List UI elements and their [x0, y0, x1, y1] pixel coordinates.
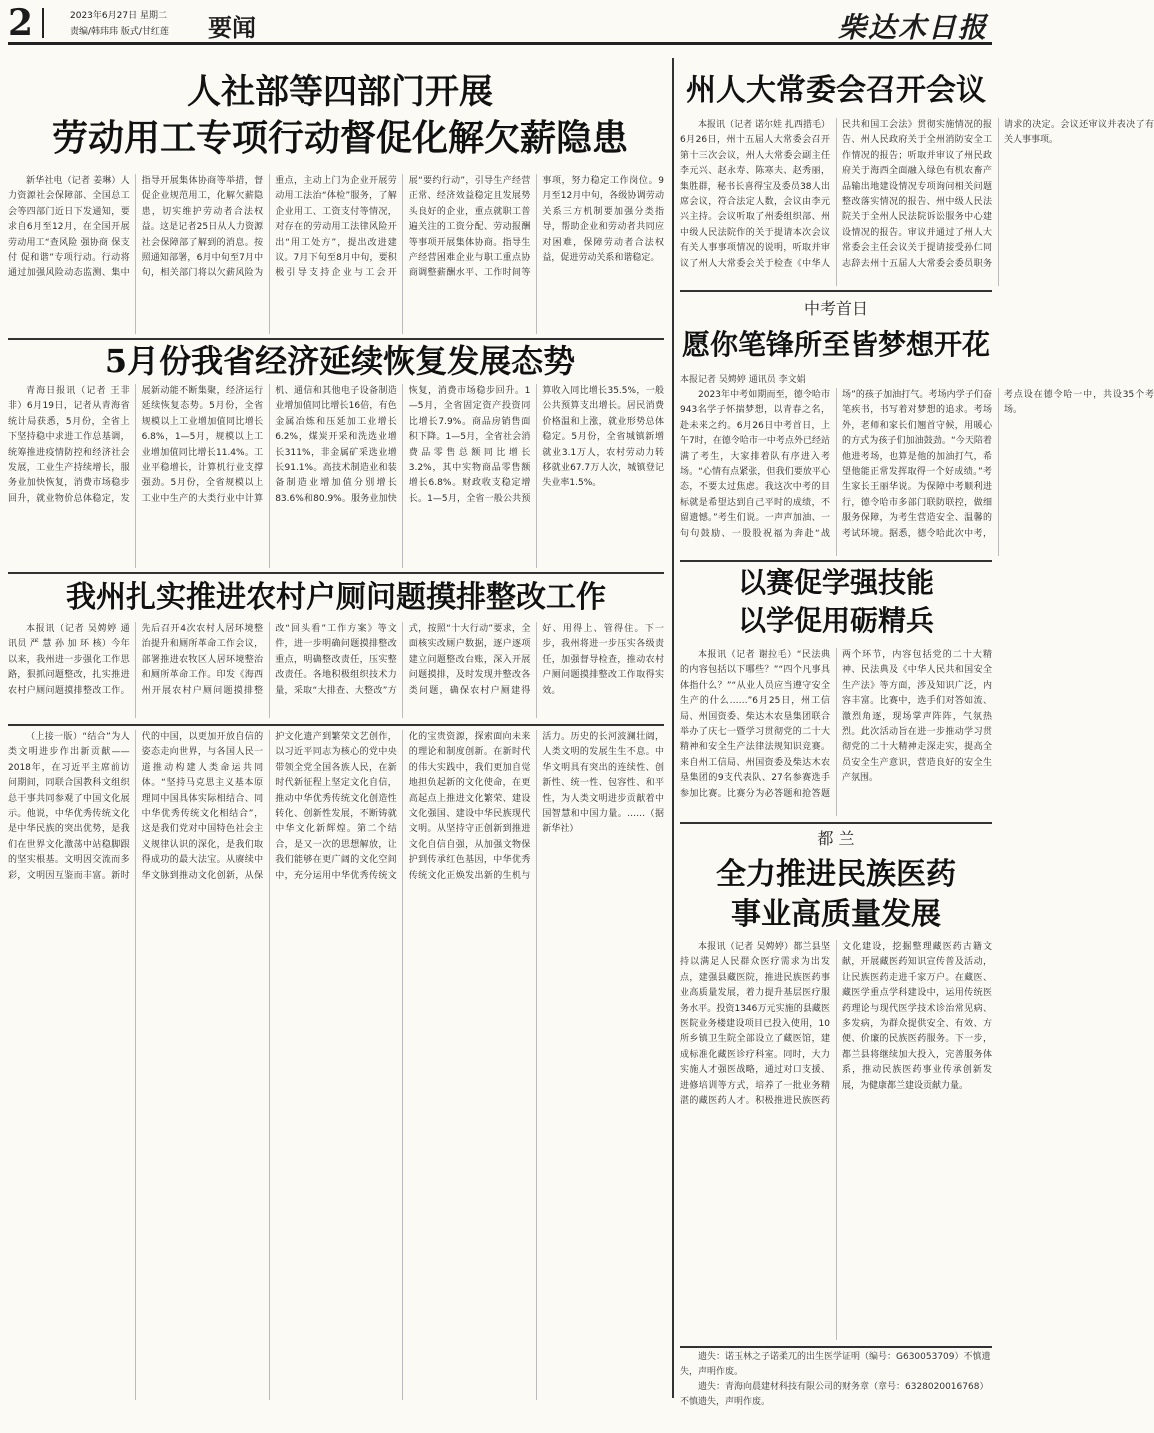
article-continued-body: [8, 730, 664, 1400]
article-paragraph: 2023年中考如期而至，德令哈市943名学子怀揣梦想，以青春之名，赴未来之约。6月26日中考首日，上午7时，在德令哈市一中考点外已经站满了考生，大家排着队有序进入考场。“心情有点紧张，但我们要放平心态，不要太过焦虑。我这次中考的目标就是希望达到自己平时的成绩，不留遗憾。”考生们说。一声声加油、一句句鼓励、一股股祝福为奔赴“战场”的孩子加油打气。考场内学子们奋笔疾书，书写着对梦想的追求。考场外，老师和家长们翘首守候，用暖心的方式为孩子们加油鼓劲。“今天陪着他进考场，也算是他的加油打气，希望他能正常发挥取得一个好成绩。”考生家长王丽华说。为保障中考顺利进行，德令哈市多部门联防联控，做细服务保障，为考生营造安全、温馨的考试环境。据悉，德令哈此次中考，考点设在德令哈一中，共设35个考场。: [680, 390, 1154, 539]
kicker: 都 兰: [817, 829, 855, 848]
page-header: [8, 2, 992, 45]
article-paragraph: （上接一版）“结合”为人类文明进步作出新贡献——2018年，在习近平主席前访问期间，同联合国教科文组织总干事共同参观了中国文化展示。他说，中华优秀传统文化是中华民族的突出优势，是我们在世界文化激荡中站稳脚跟的坚实根基。文明因交流而多彩，文明因互鉴而丰富。新时代的中国，以更加开放自信的姿态走向世界，与各国人民一道推动构建人类命运共同体。“坚持马克思主义基本原理同中国具体实际相结合、同中华优秀传统文化相结合”，这是我们党对中国特色社会主义规律认识的深化，是我们取得成功的最大法宝。从赓续中华文脉到推动文化创新，从保护文化遗产到繁荣文艺创作，以习近平同志为核心的党中央带领全党全国各族人民，在新时代新征程上坚定文化自信，推动中华优秀传统文化创造性转化、创新性发展，不断铸就中华文化新辉煌。第二个结合，是又一次的思想解放，让我们能够在更广阔的文化空间中，充分运用中华优秀传统文化的宝贵资源，探索面向未来的理论和制度创新。在新时代的伟大实践中，我们更加自觉地担负起新的文化使命，在更高起点上推进文化繁荣、建设文化强国、建设中华民族现代文明。从坚持守正创新到推进文化自信自强，从加强文物保护到传承红色基因，中华优秀传统文化正焕发出新的生机与活力。历史的长河波澜壮阔，人类文明的发展生生不息。中华文明具有突出的连续性、创新性、统一性、包容性、和平性，为人类文明进步贡献着中国智慧和中国力量。……（据新华社）: [8, 732, 664, 881]
article-exam-body: [680, 388, 1154, 556]
headline-line1: 以赛促学强技能: [737, 566, 934, 599]
headline-line1: 人社部等四部门开展: [187, 72, 493, 112]
article-paragraph: 本报讯（记者 诺尔娃 扎西措毛）6月26日，州十五届人大常委会召开第十三次会议，州人大常委会副主任李元兴、赵永寿、陈寒夫、赵秀丽，集胜群，秘书长喜得宝及委员38人出席会议，符合法定人数，会议由李元兴主持。会议听取了州委组织部、州中级人民法院作的关于提请本次会议有关人事事项情况的说明，听取并审议了州人大常委会关于检查《中华人民共和国工会法》贯彻实施情况的报告、州人民政府关于全州消防安全工作情况的报告；听取并审议了州民政府关于海西全面融入绿色有机农畜产品输出地建设情况专项询问相关问题整改落实情况的报告、州中级人民法院关于全州人民法院诉讼服务中心建设情况的报告。审议并通过了州人大常委会主任会议关于提请接受孙仁同志辞去州十五届人大常委会委员职务请求的决定。会议还审议并表决了有关人事事项。: [680, 120, 1154, 269]
section-divider: [8, 572, 664, 574]
column-divider: [672, 58, 674, 1398]
article-congress-body: [680, 118, 1154, 286]
article-medicine-headline: [680, 826, 992, 936]
issue-date: 2023年6月27日 星期二: [70, 11, 167, 21]
article-economy-body: [8, 384, 664, 568]
section-divider: [680, 822, 992, 824]
headline-line1: 全力推进民族医药: [716, 857, 956, 892]
newspaper-masthead: 柴达木日报: [837, 11, 988, 44]
legal-notices: [680, 1350, 992, 1426]
page-number: 2: [8, 2, 34, 44]
headline-line2: 以学促用砺精兵: [737, 604, 934, 637]
article-economy-headline: [30, 340, 650, 382]
article-exam-headline: [680, 296, 992, 368]
section-divider: [680, 560, 992, 562]
article-paragraph: 新华社电（记者 姜琳）人力资源社会保障部、全国总工会等四部门近日下发通知，要求自6月至12月，在全国开展劳动用工“查风险 强协商 保支付 促和谐”专项行动。行动将通过加强风险动态监测、集中指导开展集体协商等举措，督促企业规范用工，化解欠薪隐患，切实维护劳动者合法权益。这是记者25日从人力资源社会保障部了解到的消息。按照通知部署，6月中旬至7月中旬，相关部门将以欠薪风险为重点，主动上门为企业开展劳动用工法治“体检”服务，了解企业用工、工资支付等情况，对存在的劳动用工法律风险开出“用工处方”，提出改进建议。7月下旬至8月中旬，要积极引导支持企业与工会开展“要约行动”，引导生产经营正常、经济效益稳定且发展势头良好的企业，重点就职工普遍关注的工资分配、劳动报酬等事项开展集体协商。指导生产经营困难企业与职工重点协商调整薪酬水平、工作时间等事项，努力稳定工作岗位。9月至12月中旬，各级协调劳动关系三方机制要加强分类指导，帮助企业和劳动者共同应对困难，保障劳动者合法权益，促进劳动关系和谐稳定。: [8, 176, 664, 279]
article-labor-body: [8, 174, 664, 334]
article-toilet-headline: [8, 576, 664, 620]
article-paragraph: 本报讯（记者 吴娉婷 通讯员 严 慧 孙 加 环 核）今年以来，我州进一步强化工作思路，狠抓问题整改，扎实推进农村户厕问题摸排整改工作。先后召开4次农村人居环境整治提升和厕所革命工作会议，部署推进农牧区人居环境整治和厕所革命工作。印发《海西州开展农村户厕问题摸排整改“回头看”工作方案》等文件，进一步明确问题摸排整改重点，明确整改责任，压实整改责任。各地积极组织技术力量，采取“大排查、大整改”方式，按照“十大行动”要求，全面核实改厕户数据，逐户逐项建立问题整改台账，深入开展问题摸排，及时发现并整改各类问题，确保农村户厕建得好、用得上、管得住。下一步，我州将进一步压实各级责任，加强督导检查，推动农村户厕问题摸排整改工作取得实效。: [8, 624, 664, 696]
article-labor-headline: [30, 70, 650, 170]
section-name: 要闻: [208, 13, 256, 42]
headline-line2: 事业高质量发展: [731, 897, 941, 932]
notice-item: 遗失：青海向晨建材科技有限公司的财务章（章号：6328020016768）不慎遗失，声明作废。: [680, 1382, 989, 1407]
article-congress-headline: [680, 70, 992, 114]
headline-line2: 劳动用工专项行动督促化解欠薪隐患: [51, 117, 628, 159]
article-medicine-body: [680, 940, 992, 1340]
section-divider: [8, 724, 664, 726]
article-paragraph: 青海日报讯（记者 王非非）6月19日，记者从青海省统计局获悉，5月份，全省上下坚持稳中求进工作总基调，统筹推进疫情防控和经济社会发展，工业生产持续增长，服务业加快恢复，消费市场稳步回升，就业物价总体稳定，发展新动能不断集聚，经济运行延续恢复态势。5月份，全省规模以上工业增加值同比增长6.8%，1—5月，规模以上工业增加值同比增长11.4%。工业平稳增长，计算机行业支撑强劲。5月份，全省规模以上工业中生产的大类行业中计算机、通信和其他电子设备制造业增加值同比增长16倍，有色金属冶炼和压延加工业增长6.2%，煤炭开采和洗选业增长311%，非金属矿采选业增长91.1%。高技术制造业和装备制造业增加值分别增长83.6%和80.9%。服务业加快恢复，消费市场稳步回升。1—5月，全省固定资产投资同比增长7.9%。商品房销售面积下降。1—5月，全省社会消费品零售总额同比增长3.2%，其中实物商品零售额增长6.8%。财政收支稳定增长。1—5月，全省一般公共预算收入同比增长35.5%，一般公共预算支出增长。居民消费价格温和上涨，就业形势总体稳定。5月份，全省城镇新增就业3.1万人，农村劳动力转移就业67.7万人次，城镇登记失业率1.5%。: [8, 386, 664, 504]
section-divider: [680, 290, 992, 292]
headline: 5月份我省经济延续恢复发展态势: [104, 342, 576, 380]
article-contest-body: [680, 648, 992, 816]
article-paragraph: 本报讯（记者 谢拉毛）“民法典的内容包括以下哪些？”“四个凡事具体指什么？”“从业人员应当遵守安全生产的什么……”6月25日，州工信局、州国资委、柴达木农垦集团联合举办了庆七一暨学习贯彻党的二十大精神和安全生产法律法规知识竞赛。来自州工信局、州国资委及柴达木农垦集团的9支代表队、27名参赛选手参加比赛。比赛分为必答题和抢答题两个环节，内容包括党的二十大精神、民法典及《中华人民共和国安全生产法》等方面，涉及知识广泛，内容丰富。比赛中，选手们对答如流、激烈角逐，现场掌声阵阵，气氛热烈。此次活动旨在进一步推动学习贯彻党的二十大精神走深走实，提高全员安全生产意识，营造良好的安全生产氛围。: [680, 650, 992, 799]
headline: 我州扎实推进农村户厕问题摸排整改工作: [66, 580, 606, 615]
kicker: 中考首日: [803, 299, 868, 318]
article-paragraph: 本报讯（记者 吴娉婷）都兰县坚持以满足人民群众医疗需求为出发点，建强县藏医院，推进民族医药事业高质量发展，着力提升基层医疗服务水平。投资1346万元实施的县藏医医院业务楼建设项目已投入使用，10所乡镇卫生院全部设立了藏医馆，建成标准化藏医诊疗科室。同时，大力实施人才强医战略，通过对口支援、进修培训等方式，培养了一批业务精湛的藏医药人才。积极推进民族医药文化建设，挖掘整理藏医药古籍文献，开展藏医药知识宣传普及活动，让民族医药走进千家万户。在藏医、藏医学重点学科建设中，运用传统医药理论与现代医学技术诊治常见病、多发病，为群众提供安全、有效、方便、价廉的民族医药服务。下一步，都兰县将继续加大投入，完善服务体系，推动民族医药事业传承创新发展，为健康都兰建设贡献力量。: [680, 942, 992, 1107]
header-divider: [42, 8, 44, 38]
headline: 州人大常委会召开会议: [686, 73, 986, 108]
headline: 愿你笔锋所至皆梦想开花: [681, 328, 990, 361]
byline: 本报记者 吴娉婷 通讯员 李文娟: [680, 375, 806, 385]
section-divider: [680, 1346, 992, 1348]
article-contest-headline: [680, 564, 992, 646]
notice-item: 遗失：诺玉林之子诺柔兀的出生医学证明（编号：G630053709）不慎遗失，声明作废。: [680, 1352, 991, 1377]
editors-line: 责编/韩玮玮 版式/甘红莲: [70, 27, 169, 37]
article-toilet-body: [8, 622, 664, 718]
